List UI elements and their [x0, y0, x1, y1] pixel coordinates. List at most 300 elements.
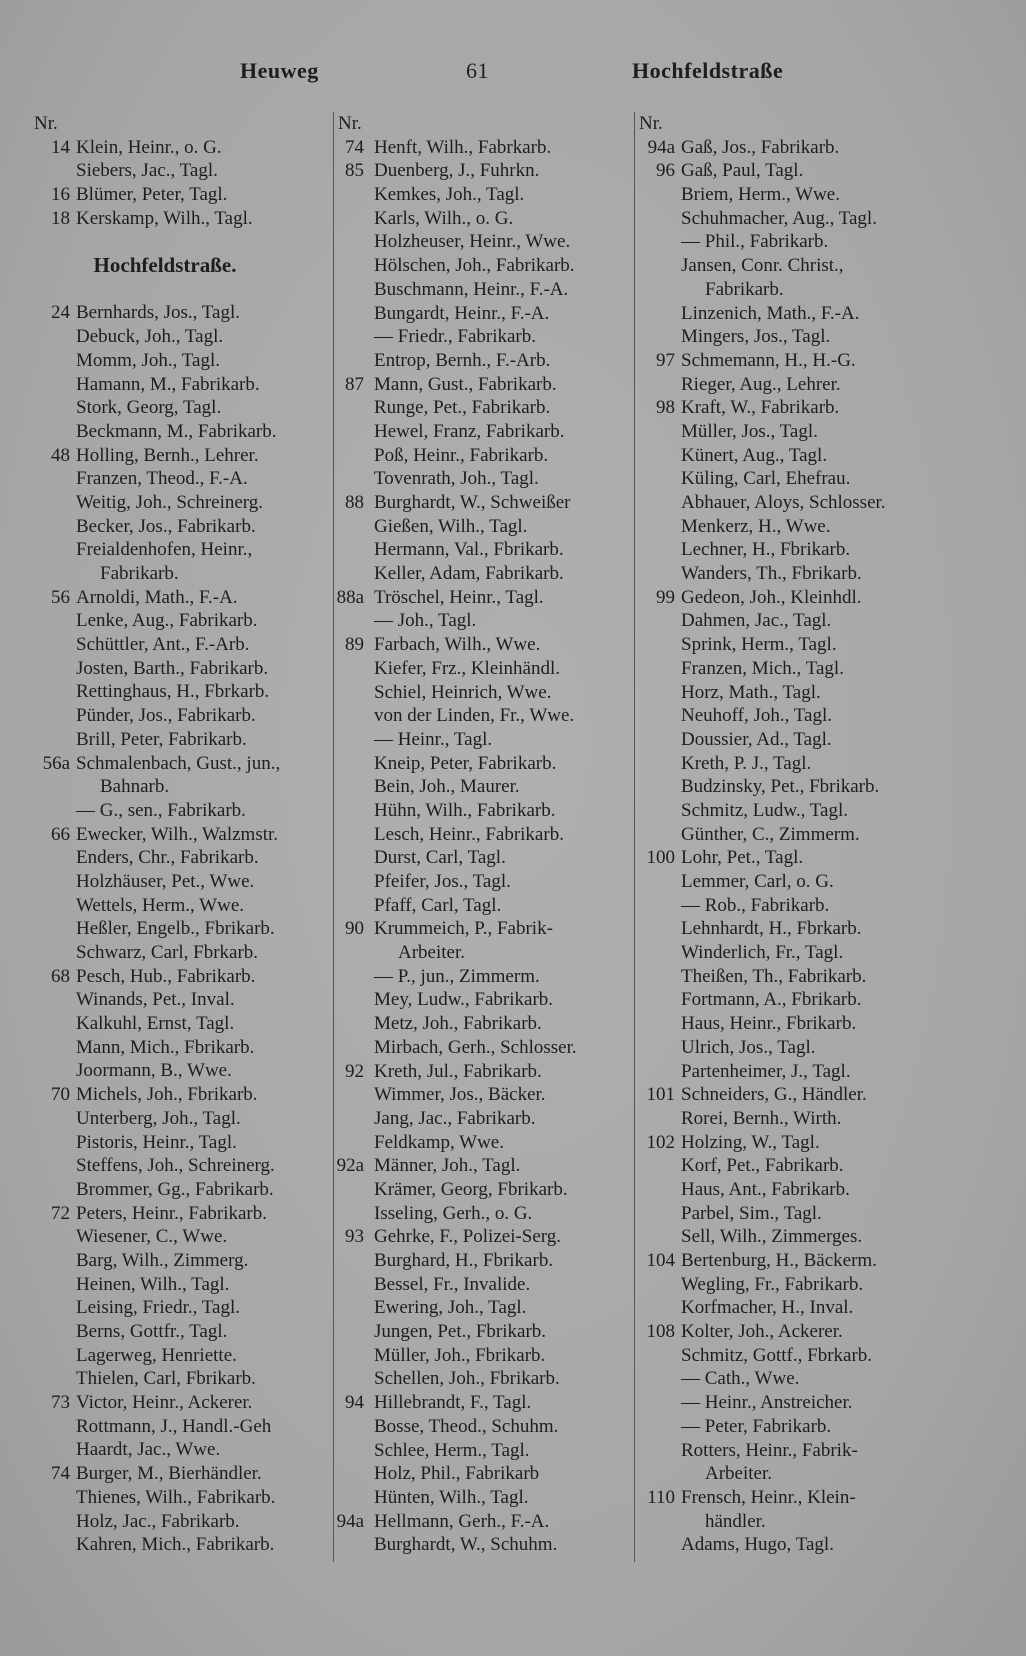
directory-entry — [30, 823, 330, 847]
resident-entry: Schellen, Joh., Fbrikarb. — [374, 1368, 560, 1390]
house-number — [30, 1438, 70, 1462]
directory-entry — [334, 230, 634, 254]
directory-entry — [635, 1486, 1005, 1510]
house-number — [334, 941, 364, 965]
house-number: 85 — [345, 160, 364, 182]
directory-entry — [30, 420, 330, 444]
directory-entry — [334, 1320, 634, 1344]
house-number — [30, 846, 70, 870]
directory-entry — [334, 1178, 634, 1202]
directory-entry — [30, 1012, 330, 1036]
house-number: 74 — [345, 136, 364, 158]
house-number: 94a — [336, 1510, 364, 1532]
resident-entry: Pünder, Jos., Fabrikarb. — [76, 705, 256, 727]
directory-entry — [30, 586, 330, 610]
resident-entry: Barg, Wilh., Zimmerg. — [76, 1249, 249, 1271]
directory-entry — [635, 1391, 1005, 1415]
directory-entry — [334, 586, 634, 610]
directory-entry — [635, 894, 1005, 918]
directory-entry — [635, 1131, 1005, 1155]
directory-entry — [334, 183, 634, 207]
house-number — [30, 917, 70, 941]
resident-entry: Brommer, Gg., Fabrikarb. — [76, 1178, 274, 1200]
resident-entry: Berns, Gottfr., Tagl. — [76, 1321, 228, 1342]
directory-entry — [635, 396, 1005, 420]
resident-entry: Mingers, Jos., Tagl. — [681, 326, 831, 348]
resident-entry: Wimmer, Jos., Bäcker. — [374, 1084, 546, 1106]
resident-entry: — Heinr., Tagl. — [374, 728, 493, 750]
house-number — [635, 988, 675, 1012]
resident-entry: Schiel, Heinrich, Wwe. — [374, 681, 552, 703]
resident-entry: Runge, Pet., Fabrikarb. — [374, 397, 551, 419]
directory-entry — [334, 1510, 634, 1534]
resident-entry: Enders, Chr., Fabrikarb. — [76, 847, 259, 869]
resident-entry: Isseling, Gerh., o. G. — [374, 1202, 533, 1224]
directory-entry — [635, 254, 1005, 278]
directory-entry — [334, 988, 634, 1012]
house-number — [30, 1059, 70, 1083]
directory-entry — [635, 1439, 1005, 1463]
house-number — [334, 704, 364, 728]
resident-entry: Rieger, Aug., Lehrer. — [681, 373, 841, 395]
house-number: 48 — [51, 444, 70, 466]
directory-entry — [334, 1131, 634, 1155]
directory-entry — [334, 1391, 634, 1415]
resident-entry: Adams, Hugo, Tagl. — [681, 1534, 834, 1556]
house-number — [334, 846, 364, 870]
house-number — [334, 325, 364, 349]
house-number — [30, 538, 70, 562]
house-number — [334, 207, 364, 231]
resident-entry: Schmemann, H., H.-G. — [681, 349, 856, 371]
resident-entry: Wegling, Fr., Fabrikarb. — [681, 1273, 864, 1295]
house-number — [635, 1154, 675, 1178]
directory-entry — [30, 894, 330, 918]
house-number — [30, 562, 70, 586]
directory-entry — [30, 1391, 330, 1415]
directory-entry — [635, 870, 1005, 894]
house-number: 88a — [336, 586, 364, 608]
directory-entry — [635, 728, 1005, 752]
house-number — [30, 1131, 70, 1155]
resident-entry: Pfaff, Carl, Tagl. — [374, 894, 502, 916]
resident-entry: Haus, Heinr., Fbrikarb. — [681, 1013, 857, 1035]
resident-entry: Beckmann, M., Fabrikarb. — [76, 420, 277, 442]
directory-entry — [334, 894, 634, 918]
resident-entry: Kemkes, Joh., Tagl. — [374, 184, 525, 206]
house-number: 99 — [656, 586, 675, 608]
house-number: 73 — [51, 1392, 70, 1414]
resident-entry: Bungardt, Heinr., F.-A. — [374, 302, 550, 324]
resident-entry: Küling, Carl, Ehefrau. — [681, 468, 851, 490]
resident-entry: Gaß, Jos., Fabrikarb. — [681, 136, 840, 158]
resident-entry: Poß, Heinr., Fabrikarb. — [374, 444, 549, 466]
resident-entry: Bessel, Fr., Invalide. — [374, 1273, 531, 1295]
directory-entry — [334, 941, 634, 965]
directory-entry — [635, 1533, 1005, 1557]
house-number — [30, 799, 70, 823]
house-number — [334, 775, 364, 799]
resident-entry: Bernhards, Jos., Tagl. — [76, 302, 241, 324]
resident-entry: Parbel, Sim., Tagl. — [681, 1202, 822, 1224]
directory-entry — [334, 633, 634, 657]
resident-entry: Krummeich, P., Fabrik- — [374, 918, 553, 940]
directory-entry — [30, 1202, 330, 1226]
resident-entry: Hewel, Franz, Fabrikarb. — [374, 420, 565, 442]
directory-entry — [334, 444, 634, 468]
house-number: 93 — [345, 1226, 364, 1248]
directory-entry — [334, 302, 634, 326]
directory-entry — [635, 657, 1005, 681]
resident-entry: Rettinghaus, H., Fbrkarb. — [76, 681, 270, 703]
directory-entry — [635, 136, 1005, 160]
house-number: 96 — [656, 160, 675, 182]
house-number — [635, 609, 675, 633]
house-number — [334, 870, 364, 894]
resident-entry: Burghardt, W., Schweißer — [374, 492, 571, 513]
resident-entry: Duenberg, J., Fuhrkn. — [374, 160, 540, 182]
resident-entry: Gedeon, Joh., Kleinhdl. — [681, 586, 862, 608]
resident-entry: Mey, Ludw., Fabrikarb. — [374, 989, 554, 1011]
resident-entry: Männer, Joh., Tagl. — [374, 1155, 521, 1177]
resident-entry: Leising, Friedr., Tagl. — [76, 1297, 241, 1319]
house-number: 66 — [51, 823, 70, 845]
house-number — [30, 609, 70, 633]
house-number — [334, 1533, 364, 1557]
resident-entry: Holzing, W., Tagl. — [681, 1131, 820, 1153]
house-number — [635, 917, 675, 941]
resident-entry: Metz, Joh., Fabrikarb. — [374, 1013, 542, 1035]
resident-entry: Blümer, Peter, Tagl. — [76, 184, 228, 206]
directory-entry — [635, 1415, 1005, 1439]
house-number — [30, 1486, 70, 1510]
directory-entry — [334, 657, 634, 681]
resident-entry: Debuck, Joh., Tagl. — [76, 326, 224, 348]
resident-entry: Siebers, Jac., Tagl. — [76, 160, 218, 182]
column-header-nr: Nr. — [34, 113, 58, 134]
resident-entry: Holzhäuser, Pet., Wwe. — [76, 870, 255, 892]
resident-entry: Weitig, Joh., Schreinerg. — [76, 491, 264, 513]
house-number — [635, 823, 675, 847]
column-2 — [333, 112, 634, 1562]
house-number — [334, 515, 364, 539]
directory-entry — [30, 846, 330, 870]
resident-entry: Krämer, Georg, Fbrikarb. — [374, 1178, 568, 1200]
house-number — [334, 988, 364, 1012]
house-number: 100 — [646, 847, 675, 869]
directory-entry — [30, 775, 330, 799]
house-number: 74 — [51, 1463, 70, 1485]
house-number: 92a — [336, 1155, 364, 1177]
resident-entry: Korf, Pet., Fabrikarb. — [681, 1155, 844, 1177]
directory-entry — [30, 633, 330, 657]
resident-entry: Bahnarb. — [100, 776, 170, 798]
resident-entry: Winands, Pet., Inval. — [76, 989, 235, 1011]
resident-entry: Rorei, Bernh., Wirth. — [681, 1107, 842, 1129]
resident-entry: Gießen, Wilh., Tagl. — [374, 515, 528, 537]
directory-entry — [635, 799, 1005, 823]
house-number — [635, 230, 675, 254]
directory-entry — [635, 325, 1005, 349]
house-number — [30, 1273, 70, 1297]
house-number — [334, 1415, 364, 1439]
resident-entry: Pistoris, Heinr., Tagl. — [76, 1131, 237, 1153]
resident-entry: Hünten, Wilh., Tagl. — [374, 1486, 529, 1508]
column-header-nr: Nr. — [639, 113, 663, 134]
house-number — [334, 1439, 364, 1463]
house-number: 89 — [345, 634, 364, 656]
directory-entry — [635, 562, 1005, 586]
directory-entry — [30, 1131, 330, 1155]
resident-entry: Hellmann, Gerh., F.-A. — [374, 1510, 550, 1532]
directory-entry — [635, 373, 1005, 397]
resident-entry: Kraft, W., Fabrikarb. — [681, 397, 840, 419]
resident-entry: von der Linden, Fr., Wwe. — [374, 705, 575, 727]
directory-entry — [30, 657, 330, 681]
house-number — [30, 396, 70, 420]
directory-entry — [635, 515, 1005, 539]
house-number — [635, 1391, 675, 1415]
resident-entry: Farbach, Wilh., Wwe. — [374, 634, 541, 656]
resident-entry: Hermann, Val., Fbrikarb. — [374, 539, 564, 561]
resident-entry: — Joh., Tagl. — [374, 610, 477, 632]
house-number — [635, 1367, 675, 1391]
house-number — [635, 302, 675, 326]
directory-entry — [334, 965, 634, 989]
directory-entry — [334, 373, 634, 397]
resident-entry: Heinen, Wilh., Tagl. — [76, 1273, 230, 1295]
directory-entry — [635, 1510, 1005, 1534]
directory-entry — [635, 1036, 1005, 1060]
directory-entry — [635, 1060, 1005, 1084]
directory-entry — [30, 1296, 330, 1320]
directory-entry — [635, 1178, 1005, 1202]
house-number — [334, 467, 364, 491]
house-number — [334, 1131, 364, 1155]
house-number: 88 — [345, 492, 364, 513]
directory-entry — [334, 562, 634, 586]
directory-entry — [334, 1462, 634, 1486]
resident-entry: Becker, Jos., Fabrikarb. — [76, 515, 256, 537]
section-heading: Hochfeldstraße. — [93, 253, 237, 278]
house-number: 70 — [51, 1084, 70, 1106]
directory-entry — [30, 1415, 330, 1439]
directory-entry — [334, 538, 634, 562]
house-number — [30, 1012, 70, 1036]
house-number — [635, 207, 675, 231]
directory-entry — [635, 941, 1005, 965]
resident-entry: Schuhmacher, Aug., Tagl. — [681, 207, 877, 229]
directory-entry — [334, 752, 634, 776]
house-number — [635, 1296, 675, 1320]
resident-entry: — Rob., Fabrikarb. — [681, 894, 830, 916]
house-number — [334, 1296, 364, 1320]
directory-entry — [334, 1367, 634, 1391]
directory-entry — [635, 444, 1005, 468]
resident-entry: Schneiders, G., Händler. — [681, 1084, 867, 1106]
directory-entry — [30, 704, 330, 728]
resident-entry: Arbeiter. — [398, 942, 466, 964]
house-number: 24 — [51, 302, 70, 324]
directory-entry — [30, 1154, 330, 1178]
directory-entry — [334, 1202, 634, 1226]
directory-entry — [30, 207, 330, 231]
directory-entry — [334, 325, 634, 349]
house-number: 104 — [646, 1250, 675, 1271]
resident-entry: Theißen, Th., Fabrikarb. — [681, 965, 867, 987]
page-number: 61 — [466, 58, 489, 83]
directory-entry — [30, 728, 330, 752]
resident-entry: Linzenich, Math., F.-A. — [681, 302, 860, 324]
house-number: 98 — [656, 397, 675, 419]
resident-entry: Kneip, Peter, Fabrikarb. — [374, 752, 557, 774]
directory-entry — [334, 349, 634, 373]
directory-entry — [30, 1178, 330, 1202]
directory-entry — [334, 1296, 634, 1320]
resident-entry: Künert, Aug., Tagl. — [681, 444, 828, 466]
house-number — [635, 1462, 675, 1486]
directory-entry — [334, 159, 634, 183]
directory-entry — [635, 846, 1005, 870]
house-number: 110 — [647, 1486, 675, 1508]
resident-entry: Tovenrath, Joh., Tagl. — [374, 468, 539, 490]
house-number — [30, 870, 70, 894]
resident-entry: Bertenburg, H., Bäckerm. — [681, 1250, 877, 1271]
resident-entry: Kiefer, Frz., Kleinhändl. — [374, 657, 561, 679]
resident-entry: Burghardt, W., Schuhm. — [374, 1534, 558, 1556]
directory-entry — [635, 1344, 1005, 1368]
house-number — [635, 1012, 675, 1036]
house-number — [635, 325, 675, 349]
resident-entry: — P., jun., Zimmerm. — [374, 965, 540, 987]
resident-entry: Buschmann, Heinr., F.-A. — [374, 278, 569, 300]
house-number — [635, 894, 675, 918]
directory-entry — [334, 136, 634, 160]
directory-entry — [635, 917, 1005, 941]
resident-entry: Lesch, Heinr., Fabrikarb. — [374, 823, 564, 845]
resident-entry: Schlee, Herm., Tagl. — [374, 1439, 530, 1461]
resident-entry: Sprink, Herm., Tagl. — [681, 634, 837, 656]
resident-entry: Arnoldi, Math., F.-A. — [76, 586, 238, 608]
resident-entry: Stork, Georg, Tagl. — [76, 397, 222, 419]
resident-entry: Schmitz, Gottf., Fbrkarb. — [681, 1344, 873, 1366]
directory-entry — [635, 633, 1005, 657]
resident-entry: Burghard, H., Fbrikarb. — [374, 1250, 554, 1271]
resident-entry: Winderlich, Fr., Tagl. — [681, 942, 844, 964]
house-number — [334, 278, 364, 302]
resident-entry: Wettels, Herm., Wwe. — [76, 894, 245, 916]
house-number — [30, 728, 70, 752]
resident-entry: Bosse, Theod., Schuhm. — [374, 1415, 559, 1437]
directory-entry — [30, 988, 330, 1012]
directory-entry — [30, 136, 330, 160]
directory-entry — [30, 515, 330, 539]
directory-entry — [334, 1344, 634, 1368]
directory-entry — [334, 467, 634, 491]
resident-entry: Kolter, Joh., Ackerer. — [681, 1321, 843, 1343]
directory-entry — [334, 396, 634, 420]
house-number — [635, 941, 675, 965]
house-number — [334, 1367, 364, 1391]
directory-entry — [30, 1036, 330, 1060]
resident-entry: Sell, Wilh., Zimmerges. — [681, 1226, 863, 1248]
column-3 — [634, 112, 1005, 1562]
directory-entry — [334, 254, 634, 278]
directory-entry — [30, 1320, 330, 1344]
resident-entry: Kalkuhl, Ernst, Tagl. — [76, 1013, 235, 1035]
directory-entry — [635, 1225, 1005, 1249]
resident-entry: Briem, Herm., Wwe. — [681, 184, 840, 206]
house-number — [635, 1415, 675, 1439]
resident-entry: Lenke, Aug., Fabrikarb. — [76, 610, 258, 632]
house-number — [334, 681, 364, 705]
directory-entry — [635, 491, 1005, 515]
directory-entry — [635, 1462, 1005, 1486]
house-number — [635, 1344, 675, 1368]
directory-entry — [30, 1438, 330, 1462]
resident-entry: Kreth, Jul., Fabrikarb. — [374, 1060, 542, 1082]
house-number — [635, 1178, 675, 1202]
directory-entry — [334, 420, 634, 444]
column-header-nr: Nr. — [338, 113, 362, 134]
house-number — [30, 1225, 70, 1249]
resident-entry: Fabrikarb. — [705, 278, 784, 300]
resident-entry: — Peter, Fabrikarb. — [681, 1415, 832, 1437]
resident-entry: Josten, Barth., Fabrikarb. — [76, 657, 269, 679]
house-number — [30, 1107, 70, 1131]
house-number: 18 — [51, 207, 70, 229]
directory-entry — [334, 1012, 634, 1036]
directory-entry — [30, 538, 330, 562]
resident-entry: — Cath., Wwe. — [681, 1368, 800, 1390]
house-number — [334, 420, 364, 444]
resident-entry: Jungen, Pet., Fbrikarb. — [374, 1321, 547, 1343]
house-number — [635, 1225, 675, 1249]
directory-entry — [334, 278, 634, 302]
house-number: 16 — [51, 184, 70, 206]
resident-entry: Klein, Heinr., o. G. — [76, 136, 222, 158]
directory-entry — [30, 1344, 330, 1368]
house-number — [334, 799, 364, 823]
resident-entry: Wanders, Th., Fbrikarb. — [681, 563, 862, 585]
house-number: 108 — [646, 1321, 675, 1343]
resident-entry: Schmalenbach, Gust., jun., — [76, 752, 281, 774]
column-1 — [30, 112, 330, 1557]
house-number: 94a — [647, 136, 675, 158]
house-number — [30, 1154, 70, 1178]
resident-entry: Franzen, Theod., F.-A. — [76, 468, 248, 490]
resident-entry: Budzinsky, Pet., Fbrikarb. — [681, 776, 880, 798]
resident-entry: Pesch, Hub., Fabrikarb. — [76, 965, 256, 987]
directory-entry — [30, 1462, 330, 1486]
directory-entry — [635, 1320, 1005, 1344]
house-number — [635, 728, 675, 752]
resident-entry: Michels, Joh., Fbrikarb. — [76, 1084, 258, 1106]
house-number: 56a — [42, 752, 70, 774]
resident-entry: Mann, Gust., Fabrikarb. — [374, 373, 557, 395]
resident-entry: Lechner, H., Fbrikarb. — [681, 539, 851, 561]
directory-entry — [635, 1202, 1005, 1226]
house-number — [635, 1107, 675, 1131]
house-number — [30, 1036, 70, 1060]
directory-entry — [635, 1367, 1005, 1391]
resident-entry: Kerskamp, Wilh., Tagl. — [76, 207, 253, 229]
resident-entry: Kahren, Mich., Fabrikarb. — [76, 1534, 275, 1556]
house-number — [635, 420, 675, 444]
resident-entry: Brill, Peter, Fabrikarb. — [76, 728, 247, 750]
house-number — [30, 420, 70, 444]
directory-entry — [635, 1249, 1005, 1273]
